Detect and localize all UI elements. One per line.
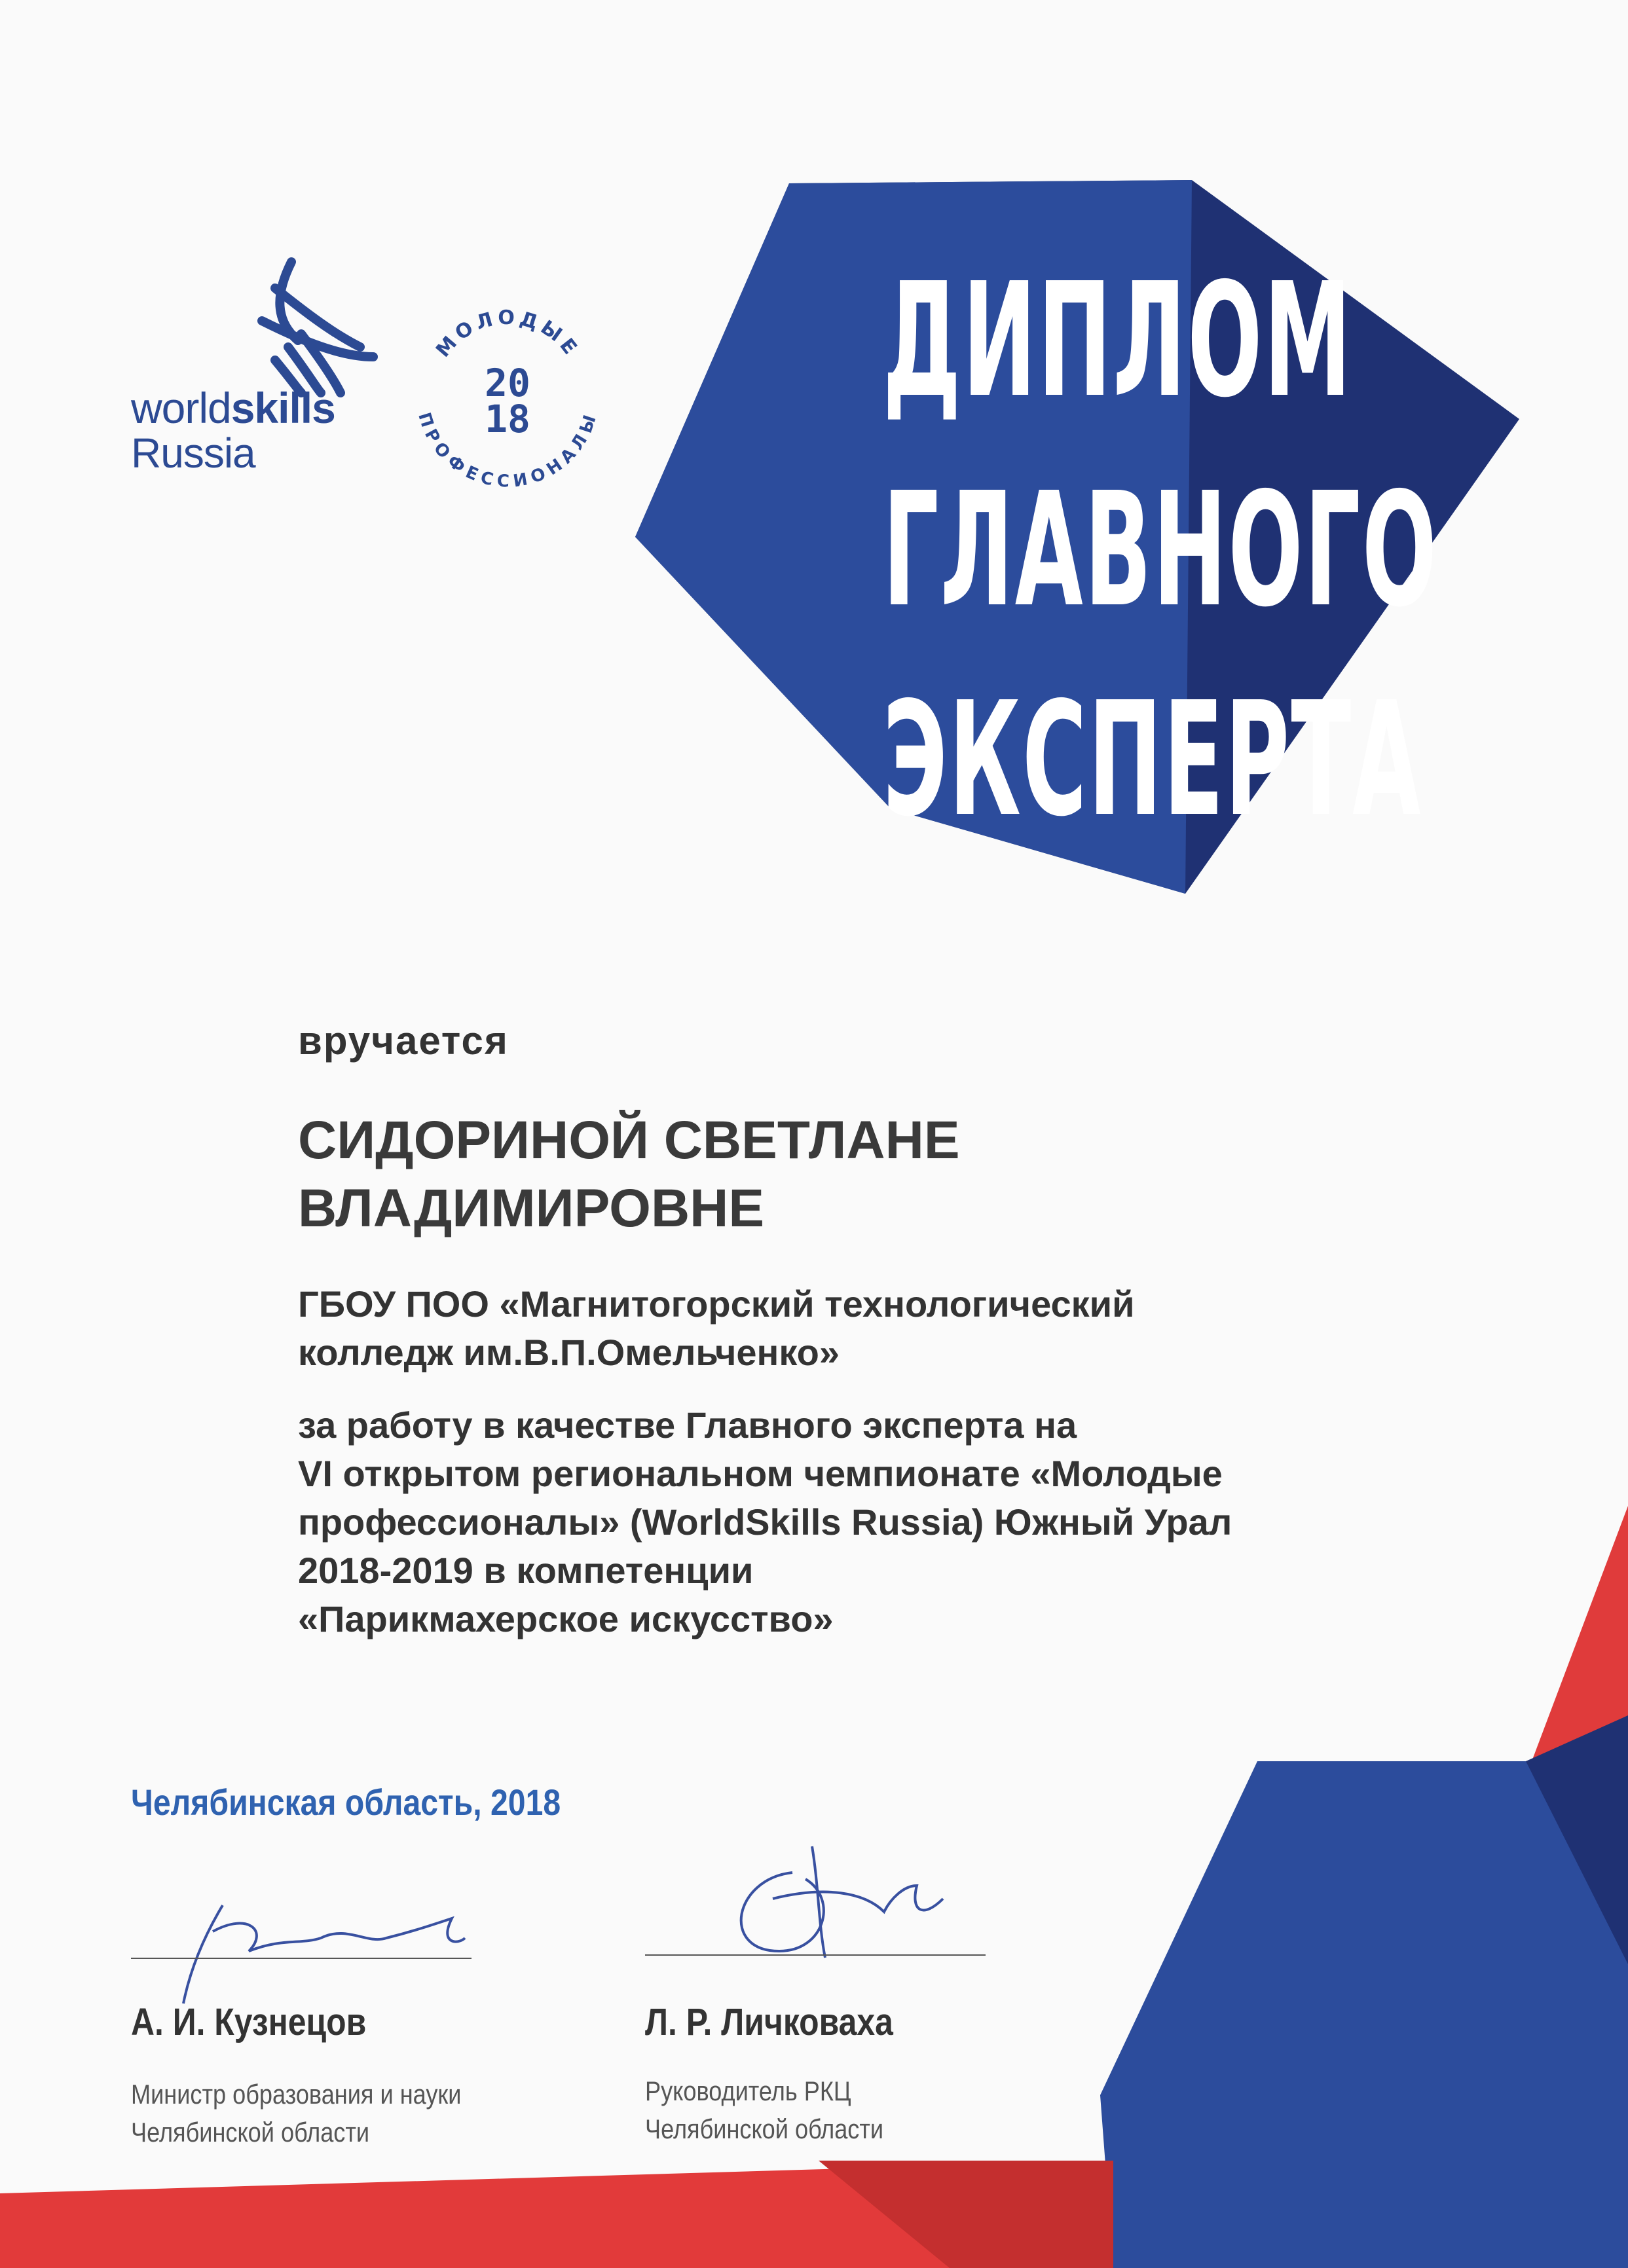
signature-line-2 (645, 1954, 986, 1956)
signatory-2-position (645, 2072, 883, 2148)
young-professionals-badge (409, 298, 606, 494)
signatory-1-position-line-2: Челябинской области (131, 2117, 370, 2148)
recipient-name-line-2: ВЛАДИМИРОВНЕ (298, 1179, 765, 1238)
reason-line-1: за работу в качестве Главного эксперта на (298, 1404, 1077, 1446)
signature-kuznetsov (151, 1859, 491, 2017)
signatory-1-position-line-1: Министр образования и науки (131, 2079, 462, 2110)
reason-line-5: «Парикмахерское искусство» (298, 1598, 834, 1639)
organization-line-2: колледж им.В.П.Омельченко» (298, 1332, 840, 1373)
badge-year-top: 20 (485, 361, 530, 405)
reason-line-2: VI открытом региональном чемпионате «Молодые (298, 1453, 1223, 1494)
badge-top-text: МОЛОДЫЕ (432, 306, 584, 362)
reason-line-4: 2018-2019 в компетенции (298, 1550, 754, 1591)
region-and-year: Челябинская область, 2018 (131, 1782, 561, 1823)
signatory-1-name: А. И. Кузнецов (131, 2001, 367, 2043)
diploma-title (883, 236, 1439, 864)
title-line-1: ДИПЛОМ (883, 249, 1353, 432)
organization (298, 1280, 1135, 1377)
award-reason (298, 1401, 1232, 1643)
signatory-1-position (131, 2076, 461, 2151)
title-line-3: ЭКСПЕРТА (883, 668, 1422, 851)
presented-label: вручается (298, 1019, 509, 1063)
title-line-2: ГЛАВНОГО (883, 458, 1439, 642)
signature-line-1 (131, 1958, 472, 1959)
recipient-name-line-1: СИДОРИНОЙ СВЕТЛАНЕ (298, 1110, 960, 1170)
worldskills-country: Russia (131, 430, 255, 477)
worldskills-wordmark: worldskills (131, 384, 335, 432)
signature-lichkovakha (694, 1820, 969, 1977)
recipient-name (298, 1107, 960, 1243)
organization-line-1: ГБОУ ПОО «Магнитогорский технологический (298, 1283, 1135, 1325)
badge-year-bottom: 18 (485, 397, 530, 441)
svg-text:МОЛОДЫЕ (432, 306, 583, 362)
badge-bottom-text: ПРОФЕССИОНАЛЫ (414, 410, 601, 492)
bottom-right-block (1100, 1761, 1628, 2268)
signatory-2-position-line-2: Челябинской области (645, 2113, 884, 2144)
signatory-2-name: Л. Р. Личковаха (645, 2001, 893, 2043)
reason-line-3: профессионалы» (WorldSkills Russia) Южный Урал (298, 1501, 1232, 1543)
signatory-2-position-line-1: Руководитель РКЦ (645, 2076, 851, 2106)
